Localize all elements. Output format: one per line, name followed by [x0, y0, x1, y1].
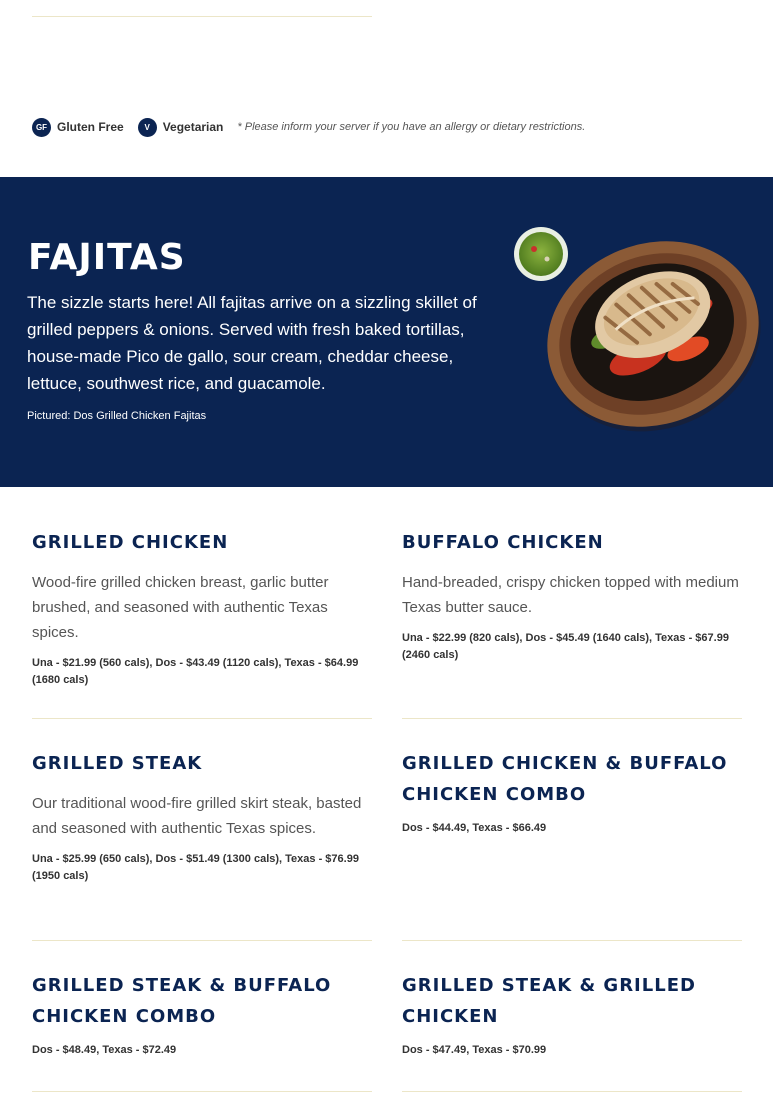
item-name: BUFFALO CHICKEN	[402, 532, 604, 553]
item-name: GRILLED STEAK	[32, 753, 203, 774]
fajitas-hero	[0, 177, 773, 487]
menu-item	[32, 527, 372, 689]
menu-item	[32, 748, 372, 885]
section-description: The sizzle starts here! All fajitas arrive on a sizzling skillet of grilled peppers & onions. Served with fresh baked tortillas, house-made Pico de gallo, sour cream, cheddar cheese, lettuce, southwest rice, and guacamole.	[27, 293, 477, 393]
item-name: GRILLED CHICKEN	[32, 532, 229, 553]
fajita-skillet-image	[510, 221, 770, 441]
item-description: Wood-fire grilled chicken breast, garlic butter brushed, and seasoned with authentic Texas spices.	[32, 574, 329, 641]
divider	[402, 718, 742, 719]
menu-item	[402, 970, 742, 1059]
item-price: Dos - $48.49, Texas - $72.49	[32, 1044, 177, 1056]
menu-item	[402, 748, 742, 837]
item-price: Una - $25.99 (650 cals), Dos - $51.49 (1300 cals), Texas - $76.99 (1950 cals)	[32, 853, 359, 882]
item-name: GRILLED STEAK & GRILLED CHICKEN	[402, 975, 696, 1027]
divider	[32, 1091, 372, 1092]
divider	[402, 1091, 742, 1092]
item-price: Dos - $44.49, Texas - $66.49	[402, 822, 547, 834]
item-price: Una - $21.99 (560 cals), Dos - $43.49 (1120 cals), Texas - $64.99 (1680 cals)	[32, 657, 359, 686]
vegetarian-icon: V	[138, 118, 157, 137]
divider	[402, 940, 742, 941]
divider	[32, 718, 372, 719]
divider	[32, 940, 372, 941]
item-name: GRILLED STEAK & BUFFALO CHICKEN COMBO	[32, 975, 332, 1027]
gluten-free-label: Gluten Free	[57, 120, 124, 134]
item-description: Hand-breaded, crispy chicken topped with medium Texas butter sauce.	[402, 574, 739, 616]
image-caption: Pictured: Dos Grilled Chicken Fajitas	[27, 410, 207, 422]
gluten-free-icon: GF	[32, 118, 51, 137]
menu-item	[32, 970, 372, 1059]
allergy-note: * Please inform your server if you have an allergy or dietary restrictions.	[237, 121, 586, 133]
vegetarian-label: Vegetarian	[162, 120, 224, 134]
dietary-legend	[32, 117, 585, 137]
item-description: Our traditional wood-fire grilled skirt steak, basted and seasoned with authentic Texas spices.	[32, 795, 362, 837]
item-price: Una - $22.99 (820 cals), Dos - $45.49 (1640 cals), Texas - $67.99 (2460 cals)	[402, 632, 729, 661]
menu-item	[402, 527, 742, 664]
section-title: FAJITAS	[28, 237, 186, 278]
item-price: Dos - $47.49, Texas - $70.99	[402, 1044, 547, 1056]
item-name: GRILLED CHICKEN & BUFFALO CHICKEN COMBO	[402, 753, 728, 805]
divider	[32, 16, 372, 17]
